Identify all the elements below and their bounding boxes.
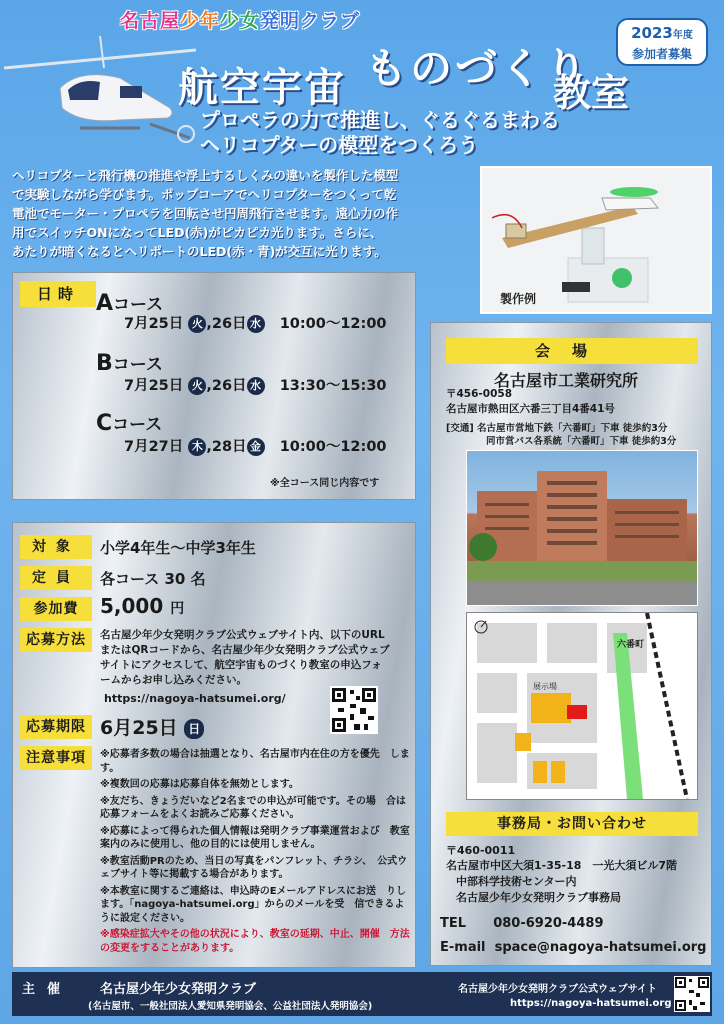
office-name: 名古屋少年少女発明クラブ事務局	[456, 891, 621, 904]
title-aerospace: 航空宇宙	[178, 65, 346, 111]
badge-year: 2023	[631, 24, 673, 42]
title-classroom: 教室	[553, 71, 630, 115]
capacity-label: 定員	[20, 566, 92, 590]
office-label: 事務局・お問い合わせ	[446, 812, 698, 836]
venue-access-1: [交通] 名古屋市営地下鉄「六番町」下車 徒歩約3分	[446, 423, 668, 434]
footer-site-label: 名古屋少年少女発明クラブ公式ウェブサイト	[458, 984, 657, 995]
office-center: 中部科学技術センター内	[456, 875, 577, 888]
target-label: 対象	[20, 535, 92, 559]
qr-code-icon[interactable]	[330, 686, 378, 734]
venue-address: 名古屋市熱田区六番三丁目4番41号	[446, 403, 615, 415]
notes-list	[100, 748, 412, 958]
footer-site-url[interactable]: https://nagoya-hatsumei.org	[510, 998, 672, 1009]
note-item: ※応募者多数の場合は抽選となり、名古屋市内在住の方を優先 します。	[100, 749, 410, 774]
venue-postal: 〒456-0058	[446, 388, 512, 400]
access-map	[466, 612, 698, 800]
note-item-warning: ※感染症拡大やその他の状況により、教室の延期、中止、開催 方法の変更をすることがあります。	[100, 929, 410, 954]
course-c-dates: 7月27日 木 ,28日 金 10:00～12:00	[124, 439, 387, 455]
course-b-dates: 7月25日 火 ,26日 水 13:30～15:30	[124, 378, 387, 394]
helicopter-illustration	[0, 28, 200, 158]
tel-link[interactable]: 080-6920-4489	[493, 916, 604, 931]
note-item: ※教室活動PRのため、当日の写真をパンフレット、チラシ、 公式ウェブサイト等に掲載する場合があります。	[100, 855, 408, 880]
intro-text: ヘリコプターと飛行機の推進や浮上するしくみの違いを製作した模型 で実験しながら学びます。ポップコーアでヘリコプターをつくって乾 電池でモーター・プロペラを回転させ円周飛行させます。遠心力の作 用でスイッチONになってLED(赤)がピカピカ光ります。さらに、 あたりが暗くなるとヘリポートのLED(赤・青)が交互に光ります。	[12, 168, 399, 259]
club-title: 名古屋少年少女発明クラブ	[120, 10, 361, 32]
target-value: 小学4年生〜中学3年生	[100, 539, 256, 557]
note-item: ※本教室に関するご連絡は、申込時のEメールアドレスにお送 りします。「nagoya-hatsumei.org」からのメールを受 信できるように設定ください。	[100, 885, 407, 924]
footer-host-sub: (名古屋市、一般社団法人愛知県発明協会、公益社団法人発明協会)	[88, 1001, 373, 1012]
footer-host-name: 名古屋少年少女発明クラブ	[100, 982, 257, 997]
office-tel: TEL 080-6920-4489	[440, 916, 604, 931]
note-item: ※応募によって得られた個人情報は発明クラブ事業運営および 教室案内のみに使用し、他の目的には使用しません。	[100, 825, 410, 850]
apply-text: 名古屋少年少女発明クラブ公式ウェブサイト内、以下のURL またはQRコードから、名古屋少年少女発明クラブ公式ウェブ サイトにアクセスして、航空宇宙ものづくり教室の申込フォ ームからお申し込みください。	[100, 629, 390, 686]
map-venue-label: 展示場	[533, 682, 557, 691]
course-b-name: Bコース	[96, 351, 163, 376]
venue-building-photo	[466, 450, 698, 606]
course-c-name: Cコース	[96, 411, 163, 436]
apply-url-link[interactable]: https://nagoya-hatsumei.org/	[104, 692, 286, 705]
note-item: ※友だち、きょうだいなど2名までの申込が可能です。その場 合は応募フォームをよくお読みご応募ください。	[100, 795, 406, 820]
venue-name: 名古屋市工業研究所	[494, 371, 639, 390]
photo-caption: 製作例	[500, 292, 537, 306]
note-item: ※複数回の応募は応募自体を無効とします。	[100, 779, 299, 790]
office-email: E-mail space@nagoya-hatsumei.org	[440, 940, 707, 955]
notes-label: 注意事項	[20, 746, 92, 770]
course-a-dates: 7月25日 火 ,26日 水 10:00～12:00	[124, 316, 387, 332]
fee-value: 5,000 円	[100, 594, 185, 618]
venue-access-2: 同市営バス各系統「六番町」下車 徒歩約3分	[486, 436, 677, 447]
title-monozukuri: ものづくり	[365, 44, 591, 93]
course-a-name: Aコース	[96, 291, 164, 316]
schedule-note: ※全コース同じ内容です	[270, 478, 380, 489]
apply-label: 応募方法	[20, 628, 92, 652]
office-postal: 〒460-0011	[446, 844, 516, 857]
capacity-value: 各コース 30 名	[100, 570, 206, 588]
venue-label: 会場	[446, 338, 698, 364]
schedule-label: 日時	[20, 281, 96, 307]
map-station-label: 六番町	[617, 640, 645, 650]
deadline-value: 6月25日 日	[100, 713, 204, 740]
fee-label: 参加費	[20, 597, 92, 621]
footer-qr-code-icon[interactable]	[674, 976, 710, 1012]
recruit-badge: 2023年度 参加者募集	[616, 18, 708, 66]
email-link[interactable]: space@nagoya-hatsumei.org	[494, 940, 707, 955]
office-address: 名古屋市中区大須1-35-18 一光大須ビル7階	[446, 859, 678, 872]
footer-host-label: 主催	[22, 982, 73, 997]
deadline-label: 応募期限	[20, 715, 92, 739]
badge-recruit: 参加者募集	[631, 47, 692, 61]
subtitle: プロペラの力で推進し、ぐるぐるまわる ヘリコプターの模型をつくろう	[200, 108, 560, 157]
